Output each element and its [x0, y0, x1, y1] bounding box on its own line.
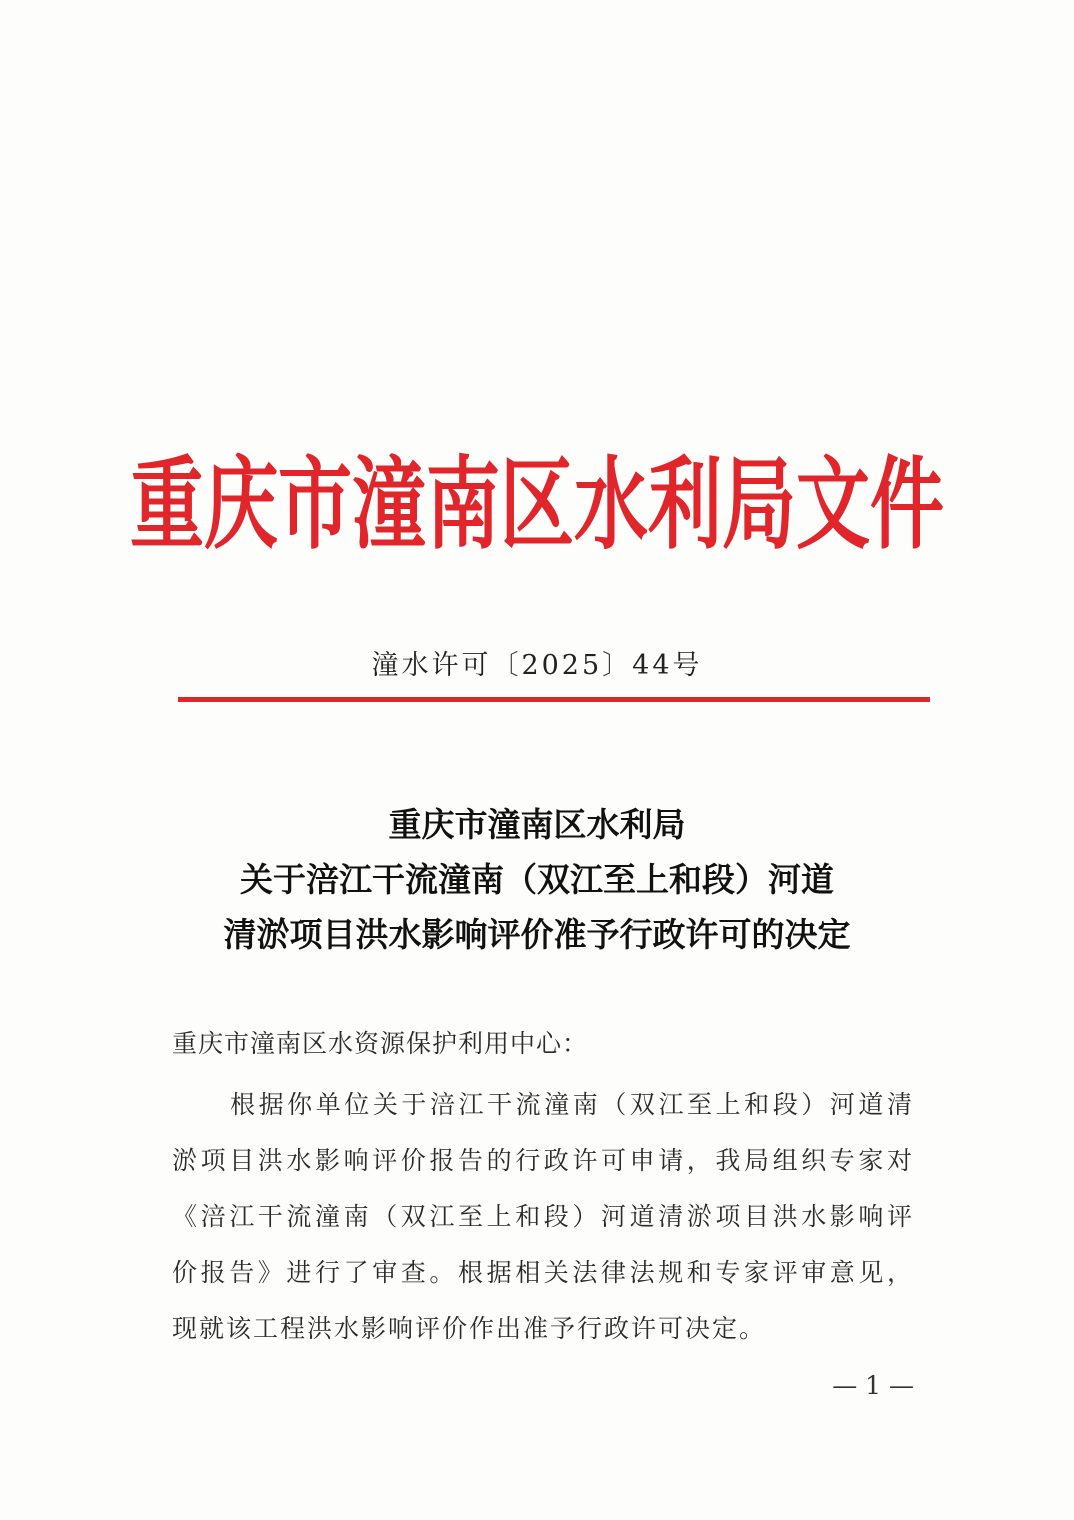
document-number: 潼水许可〔2025〕44号: [371, 650, 703, 681]
document-body: [172, 1022, 914, 1357]
paragraph-line-4: 价报告》进行了审查。根据相关法律法规和专家评审意见，: [172, 1258, 914, 1287]
title-line-3: 清淤项目洪水影响评价准予行政许可的决定: [223, 915, 851, 954]
paragraph-line-2: 淤项目洪水影响评价报告的行政许可申请，我局组织专家对: [172, 1146, 914, 1175]
addressee: 重庆市潼南区水资源保护利用中心：: [172, 1029, 589, 1058]
title-line-1: 重庆市潼南区水利局: [388, 805, 686, 844]
paragraph-line-5: 现就该工程洪水影响评价作出准予行政许可决定。: [172, 1314, 767, 1343]
paragraph-line-3: 《涪江干流潼南（双江至上和段）河道清淤项目洪水影响评: [172, 1202, 914, 1231]
paragraph-line-1: 根据你单位关于涪江干流潼南（双江至上和段）河道清: [230, 1090, 914, 1119]
document-title: [0, 797, 1074, 962]
masthead-title: 重庆市潼南区水利局文件: [130, 446, 944, 564]
red-divider-rule: [178, 697, 930, 702]
title-line-2: 关于涪江干流潼南（双江至上和段）河道: [240, 860, 834, 899]
page-number: — 1 —: [832, 1371, 914, 1400]
